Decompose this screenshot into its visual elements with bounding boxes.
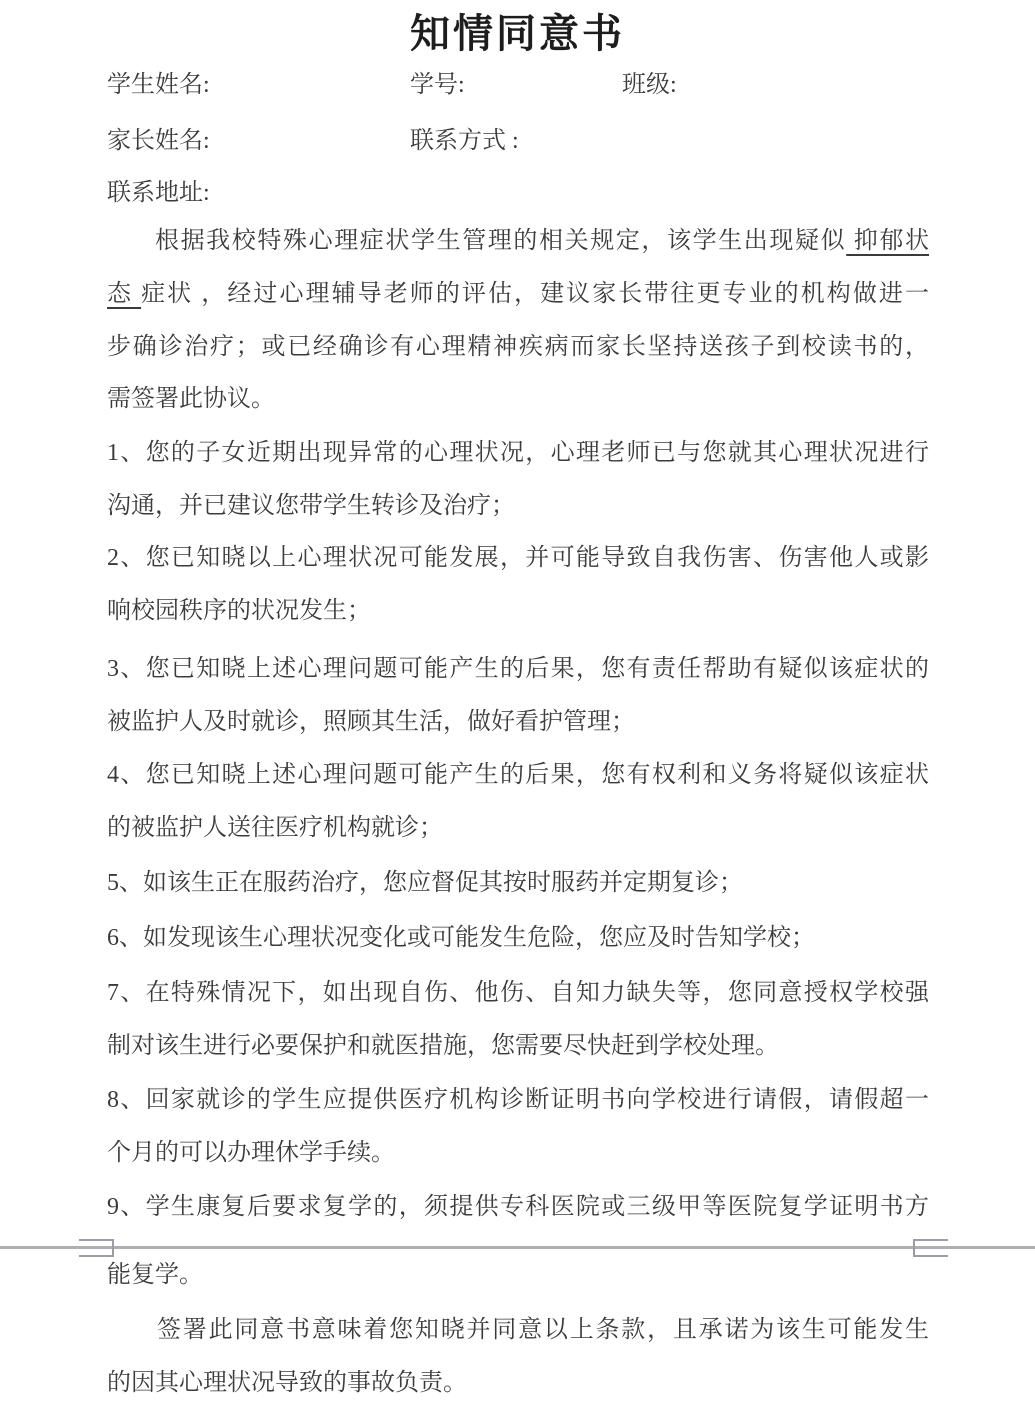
class-label: 班级: — [622, 72, 677, 98]
underlined-depression-text-1: 抑郁状 — [846, 228, 930, 254]
clause-1-line-1: 1、您的子女近期出现异常的心理状况，心理老师已与您就其心理状况进行 — [107, 440, 929, 466]
intro-line-1-text: 根据我校特殊心理症状学生管理的相关规定，该学生出现疑似 — [155, 228, 847, 254]
clause-4-line-2: 的被监护人送往医疗机构就诊； — [107, 815, 443, 841]
clause-9-line-2: 能复学。 — [107, 1262, 203, 1288]
document-title: 知情同意书 — [410, 11, 625, 56]
clause-2-line-2: 响校园秩序的状况发生； — [107, 598, 371, 624]
address-label: 联系地址: — [107, 180, 210, 206]
clause-1-line-2: 沟通，并已建议您带学生转诊及治疗； — [107, 493, 515, 519]
clause-6-line-1: 6、如发现该生心理状况变化或可能发生危险，您应及时告知学校； — [107, 925, 815, 951]
closing-line-1: 签署此同意书意味着您知晓并同意以上条款，且承诺为该生可能发生 — [157, 1317, 929, 1343]
clause-3-line-1: 3、您已知晓上述心理问题可能产生的后果，您有责任帮助有疑似该症状的 — [107, 656, 929, 682]
parent-name-label: 家长姓名: — [107, 128, 210, 154]
student-name-label: 学生姓名: — [107, 72, 210, 98]
clause-2-line-1: 2、您已知晓以上心理状况可能发展，并可能导致自我伤害、伤害他人或影 — [107, 545, 929, 571]
intro-line-2 — [107, 279, 929, 309]
closing-line-2: 的因其心理状况导致的事故负责。 — [107, 1370, 467, 1396]
clause-4-line-1: 4、您已知晓上述心理问题可能产生的后果，您有权利和义务将疑似该症状 — [107, 762, 929, 788]
clause-8-line-1: 8、回家就诊的学生应提供医疗机构诊断证明书向学校进行请假，请假超一 — [107, 1087, 929, 1113]
contact-label: 联系方式 : — [410, 128, 519, 154]
intro-line-3: 步确诊治疗；或已经确诊有心理精神疾病而家长坚持送孩子到校读书的， — [107, 334, 929, 360]
page-margin-mark-left — [79, 1239, 114, 1257]
clause-3-line-2: 被监护人及时就诊，照顾其生活，做好看护管理； — [107, 709, 635, 735]
page-margin-mark-right — [913, 1239, 948, 1257]
student-id-label: 学号: — [410, 72, 465, 98]
intro-line-4: 需签署此协议。 — [107, 386, 275, 412]
clause-5-line-1: 5、如该生正在服药治疗，您应督促其按时服药并定期复诊； — [107, 870, 743, 896]
underlined-depression-text-2: 态 — [107, 281, 142, 307]
clause-9-line-1: 9、学生康复后要求复学的，须提供专科医院或三级甲等医院复学证明书方 — [107, 1194, 929, 1220]
intro-line-1 — [107, 226, 929, 256]
clause-8-line-2: 个月的可以办理休学手续。 — [107, 1140, 395, 1166]
clause-7-line-1: 7、在特殊情况下，如出现自伤、他伤、自知力缺失等，您同意授权学校强 — [107, 980, 929, 1006]
clause-7-line-2: 制对该生进行必要保护和就医措施，您需要尽快赶到学校处理。 — [107, 1033, 779, 1059]
intro-line-2-text: 症状 ，经过心理辅导老师的评估，建议家长带往更专业的机构做进一 — [141, 281, 929, 307]
page-boundary-line — [0, 1246, 1035, 1249]
